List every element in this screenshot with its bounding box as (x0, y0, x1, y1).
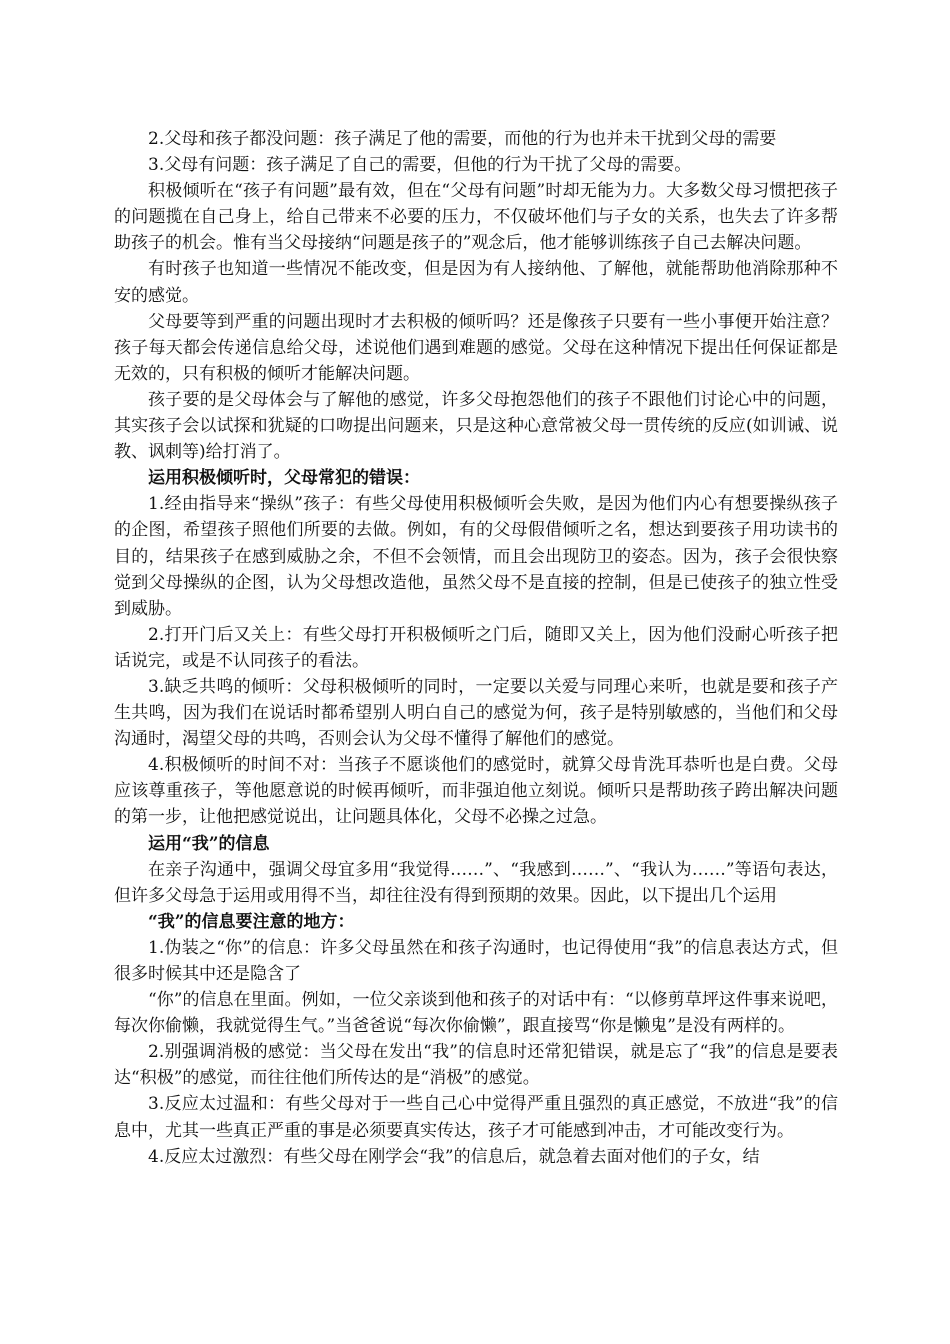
list-item-disguised-you: 1.伪装之“你”的信息：许多父母虽然在和孩子沟通时，也记得使用“我”的信息表达方式，但很多时候其中还是隐含了 (114, 937, 838, 984)
list-item-lack-empathy: 3.缺乏共鸣的倾听：父母积极倾听的同时，一定要以关爱与同理心来听，也就是要和孩子产生共鸣，因为我们在说话时都希望别人明白自己的感觉为何，孩子是特别敏感的，当他们和父母沟通时，渴望父母的共鸣，否则会认为父母不懂得了解他们的感觉。 (114, 676, 838, 750)
paragraph-no-problem: 2.父母和孩子都没问题：孩子满足了他的需要，而他的行为也并未干扰到父母的需要 (148, 129, 777, 149)
section-heading-i-message: 运用“我”的信息 (148, 833, 270, 854)
paragraph-when-to-listen: 父母要等到严重的问题出现时才去积极的倾听吗？还是像孩子只要有一些小事便开始注意？孩子每天都会传递信息给父母，述说他们遇到难题的感觉。父母在这种情况下提出任何保证都是无效的，只有积极的倾听才能解决问题。 (114, 311, 838, 384)
section-heading-i-message-notes: “我”的信息要注意的地方： (148, 911, 355, 932)
list-item-manipulate: 1.经由指导来“操纵”孩子：有些父母使用积极倾听会失败，是因为他们内心有想要操纵孩子的企图，希望孩子照他们所要的去做。例如，有的父母假借倾听之名，想达到要孩子用功读书的目的，结果孩子在感到威胁之余，不但不会领情，而且会出现防卫的姿态。因为，孩子会很快察觉到父母操纵的企图，认为父母想改造他，虽然父母不是直接的控制，但是已使孩子的独立性受到威胁。 (114, 494, 838, 619)
document-page (114, 126, 838, 1170)
list-item-too-intense: 4.反应太过激烈：有些父母在刚学会“我”的信息后，就急着去面对他们的子女，结 (148, 1146, 760, 1167)
list-item-open-close-door: 2.打开门后又关上：有些父母打开积极倾听之门后，随即又关上，因为他们没耐心听孩子把话说完，或是不认同孩子的看法。 (114, 624, 838, 671)
paragraph-accept-child: 有时孩子也知道一些情况不能改变，但是因为有人接纳他、了解他，就能帮助他消除那种不安的感觉。 (114, 259, 838, 306)
paragraph-active-listening-effect: 积极倾听在“孩子有问题”最有效，但在“父母有问题”时却无能为力。大多数父母习惯把孩子的问题揽在自己身上，给自己带来不必要的压力，不仅破坏他们与子女的关系，也失去了许多帮助孩子的机会。惟有当父母接纳“问题是孩子的”观念后，他才能够训练孩子自己去解决问题。 (114, 181, 838, 254)
list-item-too-mild: 3.反应太过温和：有些父母对于一些自己心中觉得严重且强烈的真正感觉，不放进“我”的信息中，尤其一些真正严重的事是必须要真实传达，孩子才可能感到冲击，才可能改变行为。 (114, 1094, 838, 1141)
paragraph-parent-problem: 3.父母有问题：孩子满足了自己的需要，但他的行为干扰了父母的需要。 (148, 155, 692, 176)
list-item-negative-feelings: 2.别强调消极的感觉：当父母在发出“我”的信息时还常犯错误，就是忘了“我”的信息是要表达“积极”的感觉，而往往他们所传达的是“消极”的感觉。 (114, 1042, 838, 1089)
list-item-wrong-timing: 4.积极倾听的时间不对：当孩子不愿谈他们的感觉时，就算父母肯洗耳恭听也是白费。父母应该尊重孩子，等他愿意说的时候再倾听，而非强迫他立刻说。倾听只是帮助孩子跨出解决问题的第一步，让他把感觉说出，让问题具体化，父母不必操之过急。 (114, 755, 838, 828)
section-heading-common-mistakes: 运用积极倾听时，父母常犯的错误： (148, 468, 420, 489)
paragraph-you-message-example: “你”的信息在里面。例如，一位父亲谈到他和孩子的对话中有：“以修剪草坪这件事来说吧，每次你偷懒，我就觉得生气。”当爸爸说“每次你偷懒”，跟直接骂“你是懒鬼”是没有两样的。 (114, 990, 838, 1037)
paragraph-i-message-intro: 在亲子沟通中，强调父母宜多用“我觉得……”、“我感到……”、“我认为……”等语句表达，但许多父母急于运用或用得不当，却往往没有得到预期的效果。因此，以下提出几个运用 (114, 859, 838, 906)
paragraph-child-needs: 孩子要的是父母体会与了解他的感觉，许多父母抱怨他们的孩子不跟他们讨论心中的问题，其实孩子会以试探和犹疑的口吻提出问题来，只是这种心意常被父母一贯传统的反应(如训诫、说教、讽刺等)给打消了。 (114, 389, 838, 463)
